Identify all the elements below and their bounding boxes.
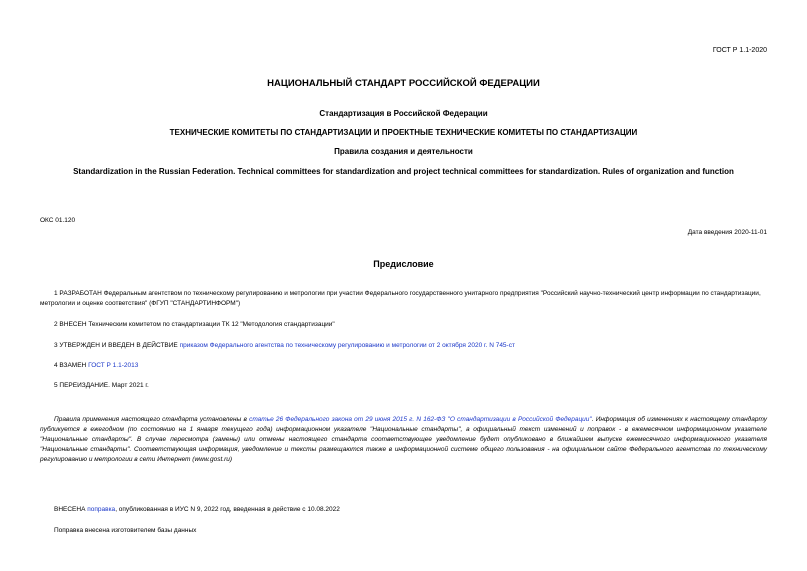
subtitle-rules: Правила создания и деятельности	[334, 147, 473, 156]
order-link[interactable]: приказом Федерального агентства по техническому регулированию и метрологии от 2 октября 2020 г. N 745-ст	[179, 342, 515, 349]
amendment-suffix: , опубликованная в ИУС N 9, 2022 год, введенная в действие с 10.08.2022	[115, 506, 340, 513]
rules-text-2: . Информация об изменениях к настоящему стандарту публикуется в ежегодном (по состоянию на 1 января текущего года) информационном указателе "Национальные стандарты", а официальный текст изменений и поправок - в ежемесячном информационном указателе "Национальные стандарты". В случае пересмотра (замены) или отмены настоящего стандарта соответствующее уведомление будет опубликовано в ближайшем выпуске ежемесячного информационного указателя "Национальные стандарты". Соответствующая информация, уведомление и тексты размещаются также в информационной системе общего пользования - на официальном сайте Федерального агентства по техническому регулированию и метрологии в сети Интернет (www.gost.ru)	[40, 416, 767, 463]
amendment-prefix: ВНЕСЕНА	[54, 506, 88, 513]
national-standard-title: НАЦИОНАЛЬНЫЙ СТАНДАРТ РОССИЙСКОЙ ФЕДЕРАЦИИ	[267, 78, 540, 89]
preface-item-3	[40, 341, 767, 351]
preface-item-3-text: 3 УТВЕРЖДЕН И ВВЕДЕН В ДЕЙСТВИЕ	[54, 342, 180, 349]
preface-item-1: 1 РАЗРАБОТАН Федеральным агентством по техническому регулированию и метрологии при участии Федерального государственного унитарного предприятия "Российский научно-технический центр информации по стандартизации, метрологии и оценке соответствия" (ФГУП "СТАНДАРТИНФОРМ")	[40, 290, 761, 307]
rules-text-1: Правила применения настоящего стандарта установлены в	[54, 416, 250, 423]
preface-item-4-text: 4 ВЗАМЕН	[54, 362, 89, 369]
document-code: ГОСТ Р 1.1-2020	[712, 47, 767, 54]
replaced-standard-link[interactable]: ГОСТ Р 1.1-2013	[88, 362, 139, 369]
amendment-note: Поправка внесена изготовителем базы данных	[54, 527, 197, 534]
preface-item-4	[40, 361, 767, 371]
federal-law-link[interactable]: статье 26 Федерального закона от 29 июня 2015 г. N 162-ФЗ "О стандартизации в Российской Федерации"	[249, 416, 592, 423]
english-title: Standardization in the Russian Federation. Technical committees for standardization and project technical committees for standardization. Rules of organization and function	[73, 167, 734, 176]
amendment-link[interactable]: поправка	[87, 506, 116, 513]
amendment-line	[40, 505, 767, 515]
oks-code: ОКС 01.120	[40, 217, 76, 224]
rules-paragraph	[40, 415, 767, 465]
preface-heading: Предисловие	[373, 259, 434, 269]
subtitle-standardization: Стандартизация в Российской Федерации	[319, 109, 488, 118]
preface-item-5: 5 ПЕРЕИЗДАНИЕ. Март 2021 г.	[54, 382, 149, 389]
introduction-date: Дата введения 2020-11-01	[687, 229, 767, 236]
subtitle-technical-committees: ТЕХНИЧЕСКИЕ КОМИТЕТЫ ПО СТАНДАРТИЗАЦИИ И ПРОЕКТНЫЕ ТЕХНИЧЕСКИЕ КОМИТЕТЫ ПО СТАНДАРТИЗАЦИИ	[169, 128, 638, 137]
preface-item-2: 2 ВНЕСЕН Техническим комитетом по стандартизации ТК 12 "Методология стандартизации"	[54, 321, 335, 328]
